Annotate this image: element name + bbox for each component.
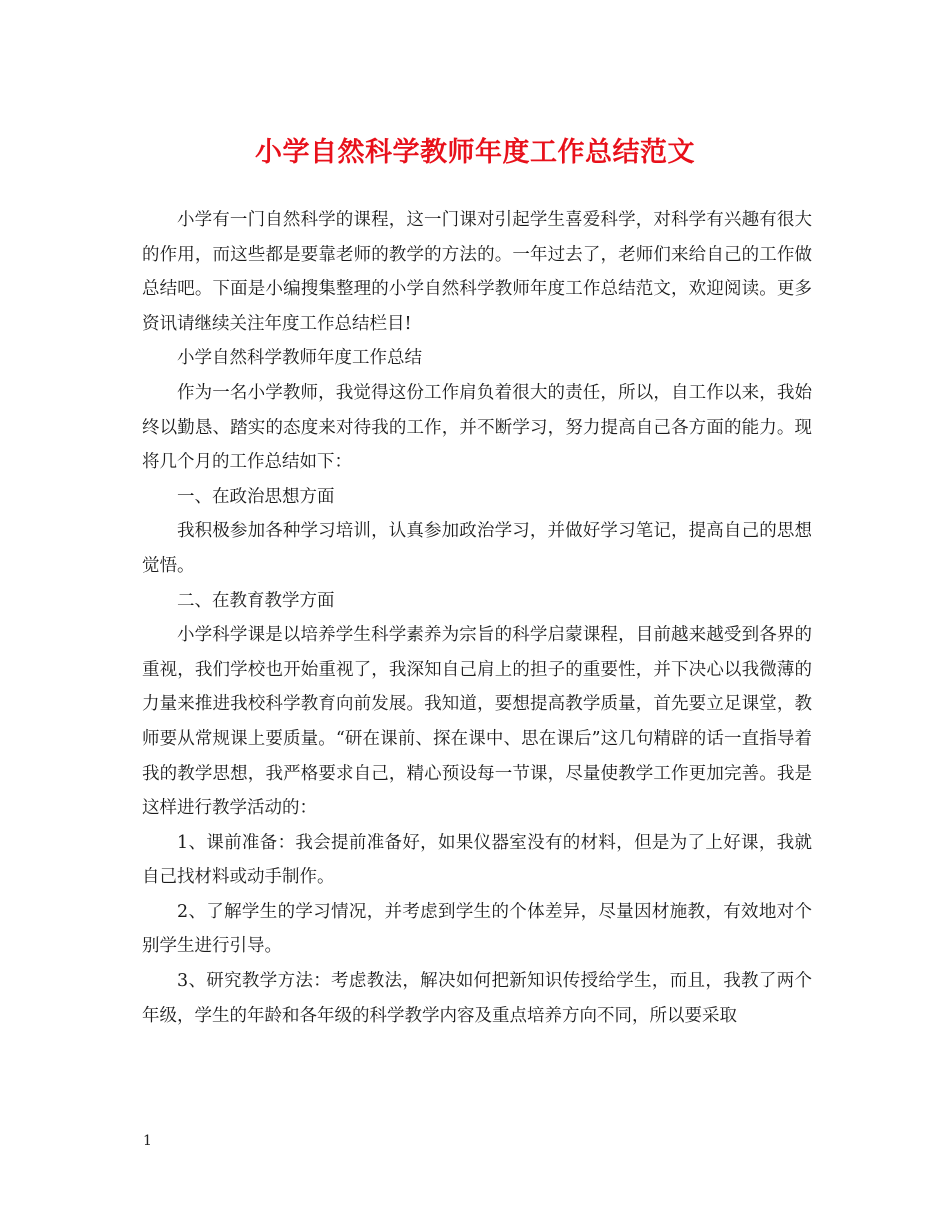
paragraph-subtitle: 小学自然科学教师年度工作总结 bbox=[177, 348, 422, 369]
document-body bbox=[142, 203, 812, 1033]
document-title: 小学自然科学教师年度工作总结范文 bbox=[255, 137, 695, 168]
list-item-students: 2、了解学生的学习情况，并考虑到学生的个体差异，尽量因材施教，有效地对个别学生进行引导。 bbox=[142, 901, 812, 957]
list-item-methods: 3、研究教学方法：考虑教法，解决如何把新知识传授给学生，而且，我教了两个年级，学生的年龄和各年级的科学教学内容及重点培养方向不同，所以要采取 bbox=[142, 971, 812, 1026]
section-heading-teaching: 二、在教育教学方面 bbox=[177, 590, 335, 611]
paragraph-teaching: 小学科学课是以培养学生科学素养为宗旨的科学启蒙课程，目前越来越受到各界的重视，我们学校也开始重视了，我深知自己肩上的担子的重要性，并下决心以我微薄的力量来推进我校科学教育向前发展。我知道，要想提高教学质量，首先要立足课堂，教师要从常规课上要质量。“研在课前、探在课中、思在课后”这几句精辟的话一直指导着我的教学思想，我严格要求自己，精心预设每一节课，尽量使教学工作更加完善。我是这样进行教学活动的： bbox=[142, 625, 812, 819]
page-number: 1 bbox=[143, 1133, 152, 1149]
paragraph-overview: 作为一名小学教师，我觉得这份工作肩负着很大的责任，所以，自工作以来，我始终以勤恳、踏实的态度来对待我的工作，并不断学习，努力提高自己各方面的能力。现将几个月的工作总结如下： bbox=[142, 382, 812, 473]
paragraph-intro: 小学有一门自然科学的课程，这一门课对引起学生喜爱科学，对科学有兴趣有很大的作用，而这些都是要靠老师的教学的方法的。一年过去了，老师们来给自己的工作做总结吧。下面是小编搜集整理的小学自然科学教师年度工作总结范文，欢迎阅读。更多资讯请继续关注年度工作总结栏目! bbox=[142, 210, 812, 334]
paragraph-politics: 我积极参加各种学习培训，认真参加政治学习，并做好学习笔记，提高自己的思想觉悟。 bbox=[142, 521, 812, 576]
section-heading-politics: 一、在政治思想方面 bbox=[177, 486, 335, 507]
list-item-preparation: 1、课前准备：我会提前准备好，如果仪器室没有的材料，但是为了上好课，我就自己找材料或动手制作。 bbox=[142, 832, 812, 888]
